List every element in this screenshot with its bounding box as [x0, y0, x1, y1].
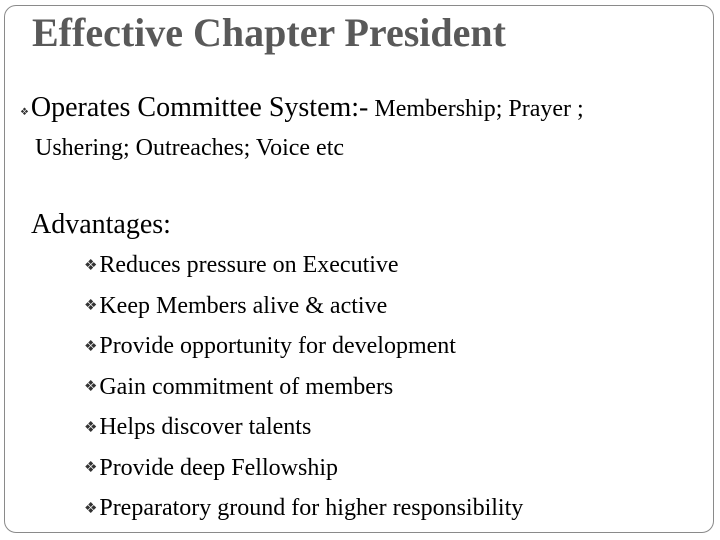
list-item	[84, 288, 523, 329]
list-item	[84, 490, 523, 531]
list-item	[84, 328, 523, 369]
bullet-icon: ❖	[84, 419, 98, 436]
main-bullet	[20, 90, 700, 164]
advantages-list	[84, 247, 523, 531]
bullet-icon: ❖	[84, 379, 98, 396]
advantage-text: Gain commitment of members	[99, 373, 394, 400]
bullet-icon: ❖	[84, 338, 98, 355]
advantage-text: Preparatory ground for higher responsibility	[99, 495, 524, 521]
advantage-text: Reduces pressure on Executive	[99, 252, 399, 278]
list-item	[84, 409, 523, 450]
bullet-icon: ❖	[84, 298, 98, 315]
advantage-text: Keep Members alive & active	[99, 292, 388, 319]
list-item	[84, 369, 523, 410]
main-bullet-continuation: Ushering; Outreaches; Voice etc	[35, 135, 345, 161]
advantage-text: Provide deep Fellowship	[99, 454, 338, 481]
advantages-heading: Advantages:	[31, 209, 171, 240]
bullet-icon: ❖	[84, 460, 98, 477]
main-bullet-lead: Operates Committee System:-	[30, 92, 369, 123]
advantage-text: Provide opportunity for development	[99, 333, 456, 359]
slide-title: Effective Chapter President	[32, 10, 506, 55]
bullet-icon: ❖	[84, 500, 98, 517]
list-item	[84, 450, 523, 491]
bullet-icon: ❖	[20, 106, 29, 118]
list-item	[84, 247, 523, 288]
main-bullet-rest: Membership; Prayer ;	[368, 96, 584, 122]
bullet-icon: ❖	[84, 257, 98, 274]
advantage-text: Helps discover talents	[99, 414, 312, 440]
